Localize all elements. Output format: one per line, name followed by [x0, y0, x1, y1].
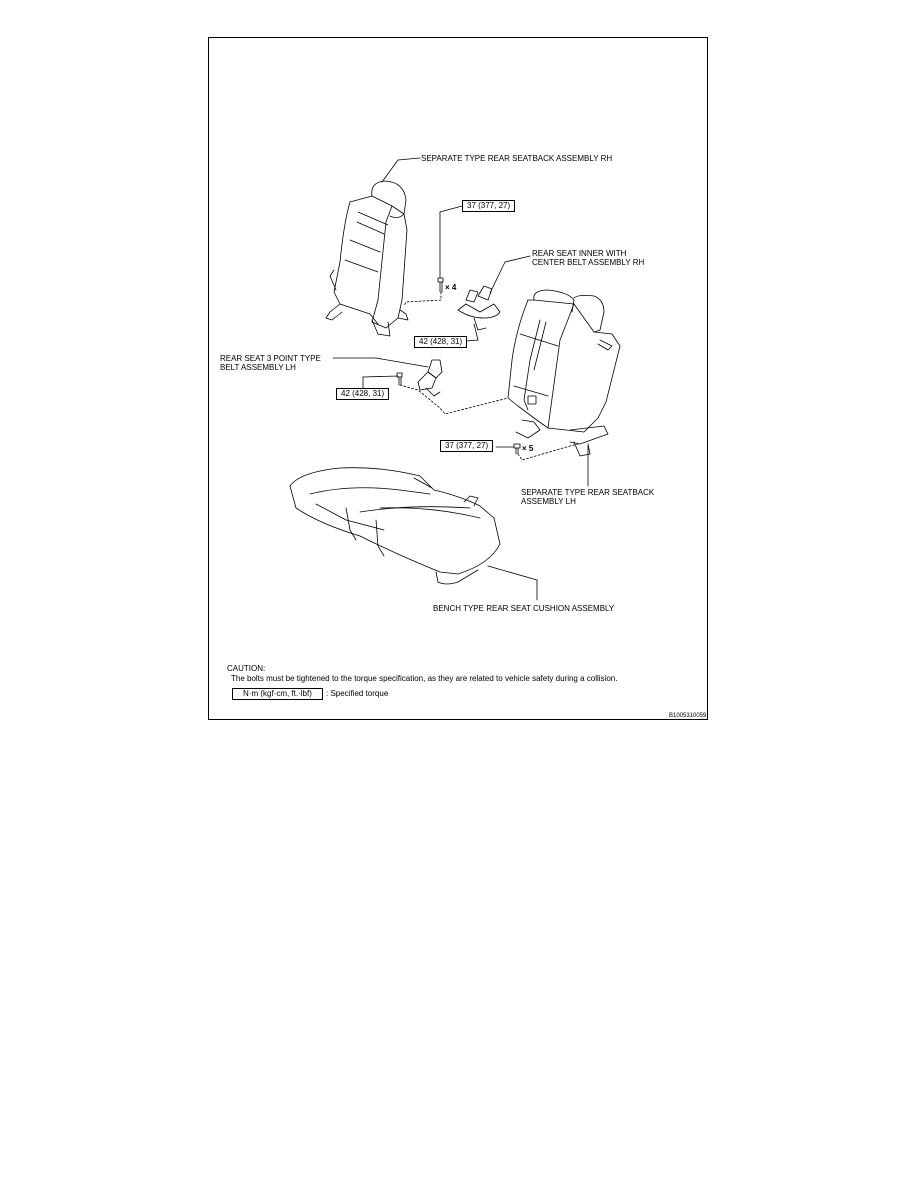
label-seatback-rh: SEPARATE TYPE REAR SEATBACK ASSEMBLY RH [421, 154, 613, 163]
legend-unit-box: N·m (kgf·cm, ft.·lbf) [232, 688, 323, 700]
torque-belt-lh: 42 (428, 31) [336, 388, 389, 400]
legend-unit-text: : Specified torque [326, 689, 389, 698]
label-center-belt-line1: REAR SEAT INNER WITH [532, 249, 627, 258]
label-belt-lh-line1: REAR SEAT 3 POINT TYPE [220, 354, 321, 363]
label-belt-lh-line2: BELT ASSEMBLY LH [220, 363, 296, 372]
quantity-lh-bolts: × 5 [522, 444, 534, 453]
label-seatback-lh-line2: ASSEMBLY LH [521, 497, 576, 506]
caution-text: The bolts must be tightened to the torque specification, as they are related to vehicle safety during a collision. [231, 674, 618, 683]
label-seatback-lh-line1: SEPARATE TYPE REAR SEATBACK [521, 488, 655, 497]
label-cushion: BENCH TYPE REAR SEAT CUSHION ASSEMBLY [433, 604, 615, 613]
torque-lh-lower: 37 (377, 27) [440, 440, 493, 452]
torque-rh-upper: 37 (377, 27) [462, 200, 515, 212]
torque-center-belt: 42 (428, 31) [414, 336, 467, 348]
label-center-belt-line2: CENTER BELT ASSEMBLY RH [532, 258, 645, 267]
quantity-rh-bolts: × 4 [445, 283, 457, 292]
diagram-frame [208, 37, 708, 720]
caution-title: CAUTION: [227, 664, 266, 673]
figure-id: B1005310059 [669, 713, 707, 719]
